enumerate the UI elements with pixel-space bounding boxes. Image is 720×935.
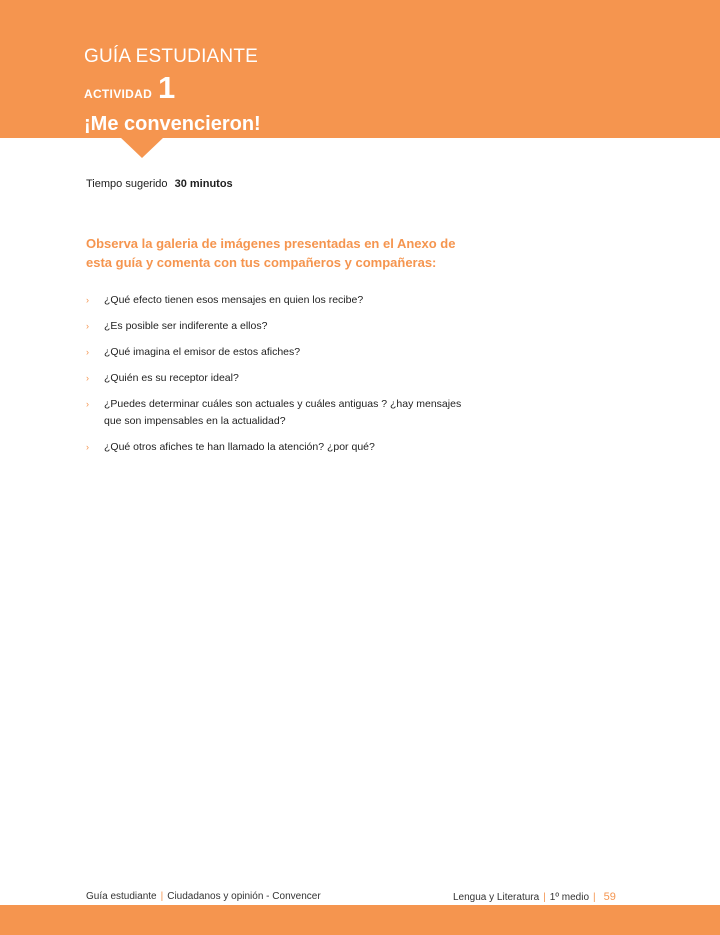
bullet-icon: › [86, 295, 89, 305]
footer-separator: | [543, 892, 546, 903]
question-text: ¿Es posible ser indiferente a ellos? [104, 320, 268, 332]
footer-right [453, 891, 616, 903]
list-item [86, 318, 466, 335]
bullet-icon: › [86, 373, 89, 383]
footer-separator: | [593, 892, 596, 903]
footer-left [86, 891, 321, 902]
question-text: ¿Qué imagina el emisor de estos afiches? [104, 346, 301, 358]
page-title: ¡Me convencieron! [84, 113, 261, 135]
list-item [86, 396, 466, 430]
footer-band [0, 905, 720, 935]
time-label: Tiempo sugerido [86, 178, 168, 190]
footer-guide: Guía estudiante [86, 891, 157, 902]
question-text: ¿Quién es su receptor ideal? [104, 372, 239, 384]
question-text: ¿Qué otros afiches te han llamado la atención? ¿por qué? [104, 441, 375, 453]
bullet-icon: › [86, 321, 89, 331]
bullet-icon: › [86, 442, 89, 452]
footer-subject: Lengua y Literatura [453, 892, 540, 903]
activity-word: ACTIVIDAD [84, 87, 153, 101]
footer-unit: Ciudadanos y opinión - Convencer [167, 891, 321, 902]
activity-heading [84, 70, 175, 106]
bullet-icon: › [86, 347, 89, 357]
question-list [86, 292, 466, 465]
footer-separator: | [160, 891, 164, 902]
activity-number: 1 [158, 70, 176, 105]
guide-label: GUÍA ESTUDIANTE [84, 46, 259, 67]
question-text: ¿Qué efecto tienen esos mensajes en quien los recibe? [104, 294, 364, 306]
footer-grade: 1º medio [549, 892, 590, 903]
list-item [86, 344, 466, 361]
list-item [86, 292, 466, 309]
header-notch [120, 137, 164, 158]
bullet-icon: › [86, 399, 89, 409]
instruction-text: Observa la galeria de imágenes presentadas en el Anexo de esta guía y comenta con tus compañeros y compañeras: [86, 236, 456, 270]
list-item [86, 370, 466, 387]
page-number: 59 [603, 891, 616, 903]
suggested-time [86, 178, 233, 190]
question-text: ¿Puedes determinar cuáles son actuales y cuáles antiguas ? ¿hay mensajes que son impensables en la actualidad? [104, 398, 462, 427]
list-item [86, 439, 466, 456]
time-value: 30 minutos [174, 178, 233, 190]
